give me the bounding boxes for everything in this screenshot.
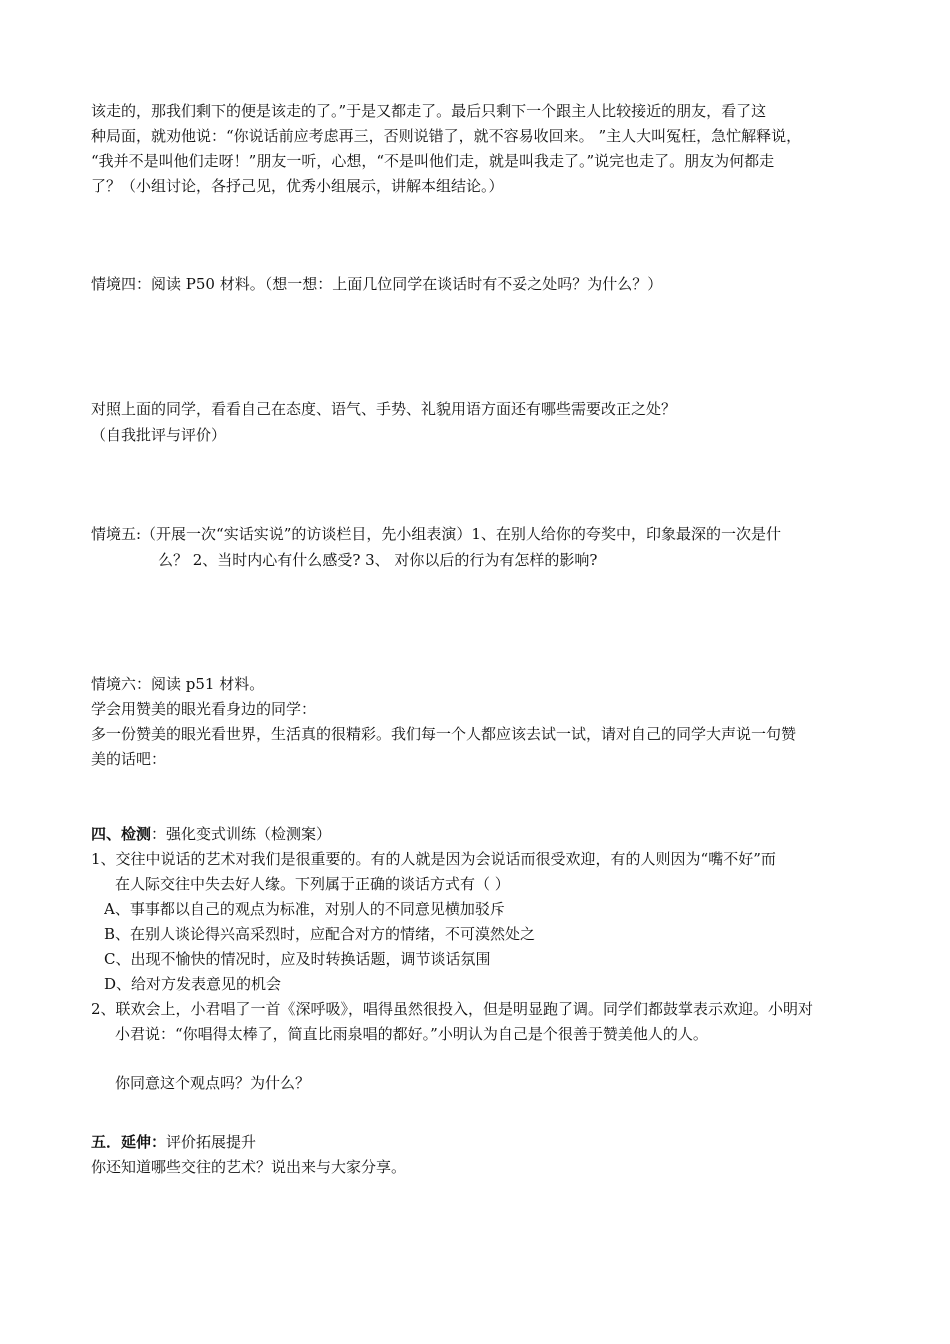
story-line-3: “我并不是叫他们走呀！”朋友一听，心想，“不是叫他们走，就是叫我走了。”说完也走了。朋友为何都走	[91, 152, 775, 170]
section5-heading-bold: 五．延伸：	[91, 1133, 167, 1151]
reflection-line-1: 对照上面的同学，看看自己在态度、语气、手势、礼貌用语方面还有哪些需要改正之处？	[91, 400, 677, 418]
scenario5-line-2: 么？ 2、当时内心有什么感受? 3、 对你以后的行为有怎样的影响?	[158, 551, 598, 569]
scenario6-line-2: 学会用赞美的眼光看身边的同学：	[91, 700, 317, 718]
section5-heading-rest: 评价拓展提升	[166, 1133, 257, 1151]
scenario6-line-3: 多一份赞美的眼光看世界，生活真的很精彩。我们每一个人都应该去试一试，请对自己的同学大声说一句赞	[91, 725, 797, 743]
story-line-2: 种局面，就劝他说：“你说话前应考虑再三，否则说错了，就不容易收回来。 ”主人大叫冤枉，急忙解释说，	[91, 127, 802, 145]
scenario5-line-1: 情境五:（开展一次“实话实说”的访谈栏目，先小组表演）1、在别人给你的夸奖中，印象最深的一次是什	[91, 525, 781, 543]
q1-option-b: B、在别人谈论得兴高采烈时，应配合对方的情绪，不可漠然处之	[104, 925, 536, 943]
section5-line-1: 你还知道哪些交往的艺术？说出来与大家分享。	[91, 1158, 407, 1176]
scenario6-line-4: 美的话吧：	[91, 750, 167, 768]
q1-option-a: A、事事都以自己的观点为标准，对别人的不同意见横加驳斥	[104, 900, 505, 918]
section4-heading	[91, 822, 871, 847]
section5-heading	[91, 1130, 871, 1155]
q2-question: 你同意这个观点吗？为什么？	[115, 1074, 311, 1092]
q1-line-1: 1、交往中说话的艺术对我们是很重要的。有的人就是因为会说话而很受欢迎，有的人则因为“嘴不好”而	[91, 850, 776, 868]
scenario4-text: 情境四：阅读 P50 材料。（想一想：上面几位同学在谈话时有不妥之处吗？为什么？）	[91, 275, 663, 293]
reflection-line-2: （自我批评与评价）	[91, 426, 227, 444]
story-line-4: 了？（小组讨论，各抒己见，优秀小组展示，讲解本组结论。）	[91, 177, 504, 195]
section4-heading-rest: ：强化变式训练（检测案）	[151, 825, 332, 843]
q1-line-2: 在人际交往中失去好人缘。下列属于正确的谈话方式有（ ）	[115, 875, 510, 893]
q2-line-2: 小君说：“你唱得太棒了，简直比雨泉唱的都好。”小明认为自己是个很善于赞美他人的人。	[115, 1025, 708, 1043]
section4-heading-bold: 四、检测	[91, 825, 152, 843]
scenario6-line-1: 情境六：阅读 p51 材料。	[91, 675, 265, 693]
q2-line-1: 2、联欢会上，小君唱了一首《深呼吸》，唱得虽然很投入，但是明显跑了调。同学们都鼓掌表示欢迎。小明对	[91, 1000, 814, 1018]
q1-option-d: D、给对方发表意见的机会	[104, 975, 282, 993]
q1-option-c: C、出现不愉快的情况时，应及时转换话题，调节谈话氛围	[104, 950, 491, 968]
story-line-1: 该走的，那我们剩下的便是该走的了。”于是又都走了。最后只剩下一个跟主人比较接近的朋友，看了这	[91, 102, 767, 120]
